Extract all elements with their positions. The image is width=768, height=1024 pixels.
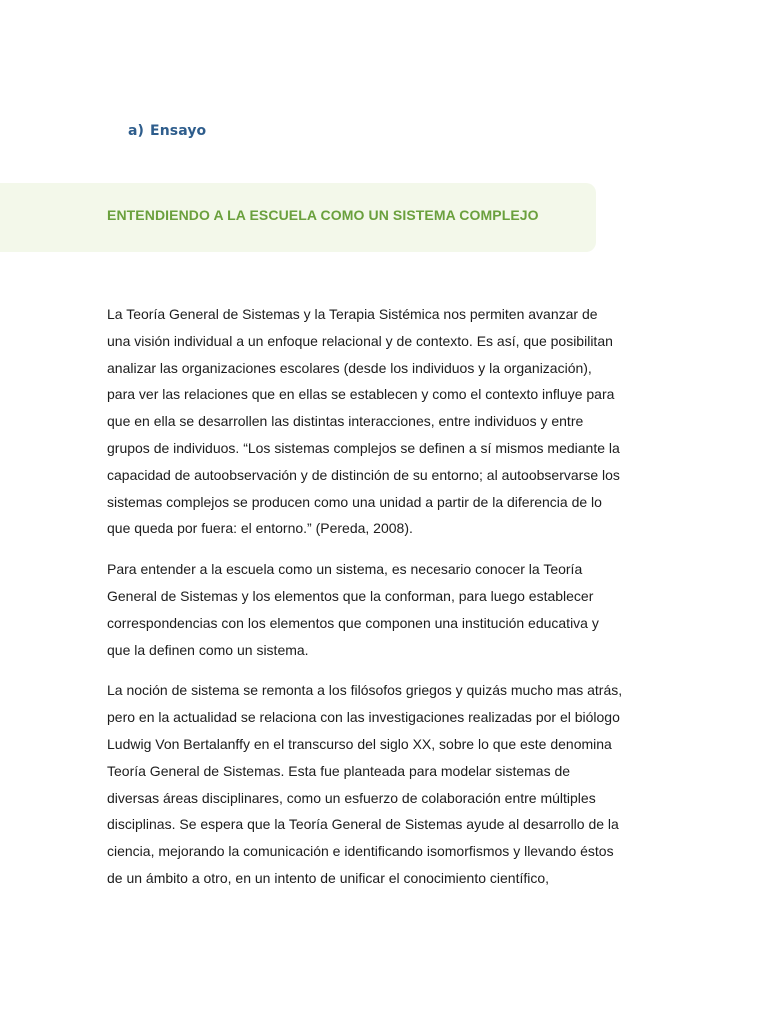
text-line: analizar las organizaciones escolares (desde los individuos y la organización), bbox=[107, 359, 592, 376]
text-line: grupos de individuos. “Los sistemas complejos se definen a sí mismos mediante la bbox=[107, 439, 620, 456]
text-line: La noción de sistema se remonta a los filósofos griegos y quizás mucho mas atrás, bbox=[107, 682, 623, 699]
paragraph bbox=[107, 556, 667, 663]
paragraph bbox=[107, 677, 667, 891]
text-line: una visión individual a un enfoque relacional y de contexto. Es así, que posibilitan bbox=[107, 332, 613, 349]
text-line: pero en la actualidad se relaciona con las investigaciones realizadas por el biólogo bbox=[107, 709, 620, 726]
section-title: Ensayo bbox=[150, 123, 207, 139]
text-line: que queda por fuera: el entorno.” (Pereda, 2008). bbox=[107, 520, 413, 537]
section-heading bbox=[128, 123, 206, 139]
paragraph bbox=[107, 301, 667, 542]
text-line: sistemas complejos se producen como una unidad a partir de la diferencia de lo bbox=[107, 493, 602, 510]
text-line: que la definen como un sistema. bbox=[107, 641, 309, 658]
text-line: que en ella se desarrollen las distintas interacciones, entre individuos y entre bbox=[107, 413, 584, 430]
text-line: diversas áreas disciplinares, como un esfuerzo de colaboración entre múltiples bbox=[107, 789, 596, 806]
text-line: General de Sistemas y los elementos que la conforman, para luego establecer bbox=[107, 587, 594, 604]
text-line: ciencia, mejorando la comunicación e identificando isomorfismos y llevando éstos bbox=[107, 843, 614, 860]
essay-title: ENTENDIENDO A LA ESCUELA COMO UN SISTEMA COMPLEJO bbox=[107, 207, 539, 223]
text-line: correspondencias con los elementos que componen una institución educativa y bbox=[107, 614, 599, 631]
text-line: capacidad de autoobservación y de distinción de su entorno; al autoobservarse los bbox=[107, 466, 620, 483]
text-line: Teoría General de Sistemas. Esta fue planteada para modelar sistemas de bbox=[107, 762, 571, 779]
section-marker: a) bbox=[128, 123, 145, 139]
text-line: disciplinas. Se espera que la Teoría General de Sistemas ayude al desarrollo de la bbox=[107, 816, 619, 833]
essay-body bbox=[107, 301, 667, 906]
text-line: Ludwig Von Bertalanffy en el transcurso del siglo XX, sobre lo que este denomina bbox=[107, 735, 612, 752]
text-line: para ver las relaciones que en ellas se establecen y como el contexto influye para bbox=[107, 386, 615, 403]
text-line: La Teoría General de Sistemas y la Terapia Sistémica nos permiten avanzar de bbox=[107, 306, 598, 322]
text-line: de un ámbito a otro, en un intento de unificar el conocimiento científico, bbox=[107, 869, 550, 886]
text-line: Para entender a la escuela como un sistema, es necesario conocer la Teoría bbox=[107, 561, 583, 578]
